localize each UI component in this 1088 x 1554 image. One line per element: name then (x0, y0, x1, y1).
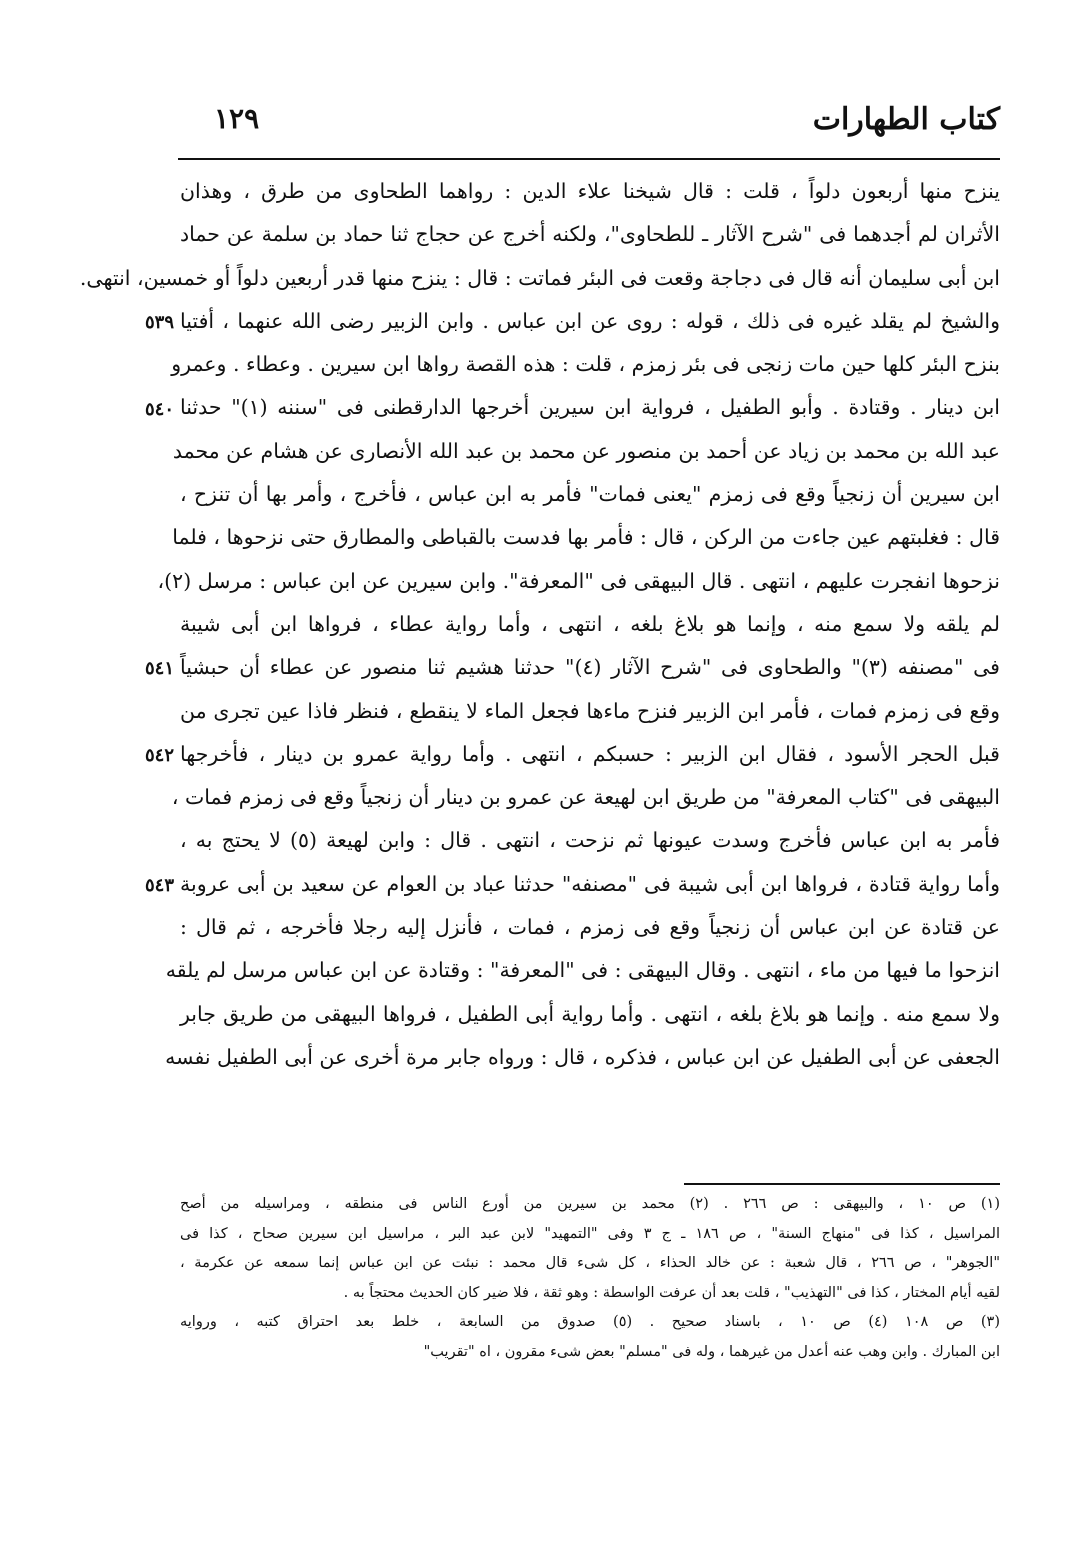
text-line: لم يلقه ولا سمع منه ، وإنما هو بلاغ بلغه ، انتهى ، وأما رواية عطاء ، فرواها ابن أبى شيبة (180, 611, 1000, 636)
text-line: ولا سمع منه . وإنما هو بلاغ بلغه ، انتهى . وأما رواية أبى الطفيل ، فرواها البيهقى من طريق جابر (180, 1001, 1000, 1026)
text-line: الجعفى عن أبى الطفيل عن ابن عباس ، فذكره ، قال : ورواه جابر مرة أخرى عن أبى الطفيل نفسه (165, 1044, 1000, 1069)
text-line: البيهقى فى "كتاب المعرفة" من طريق ابن لهيعة عن عمرو بن دينار أن زنجياً وقع فى زمزم فمات ، (171, 785, 1000, 810)
text-line: قال : فغلبتهم عين جاءت من الركن ، قال : فأمر بها فدست بالقباطى والمطارق حتى نزحوها ، فلما (172, 525, 1000, 550)
footnote-line: (١) ص ١٠ ، والبيهقى : ص ٢٦٦ . (٢) محمد بن سيرين من أورع الناس فى منطقه ، ومراسيله من أصح (180, 1196, 1001, 1212)
text-line: ابن أبى سليمان أنه قال فى دجاجة وقعت فى البئر فماتت : قال : ينزح منها قدر أربعين دلواً أو خمسين، انتهى. (79, 265, 1000, 290)
header-divider (178, 158, 1000, 160)
footnote-line: لقيه أيام المختار ، كذا فى "التهذيب" ، قلت بعد أن عرفت الواسطة : وهو ثقة ، فلا ضير كان الحديث محتجاً به . (343, 1284, 1000, 1301)
text-line: ابن سيرين أن زنجياً وقع فى زمزم "يعنى فمات" فأمر به ابن عباس ، فأخرج ، وأمر بها أن تنزح ، (180, 482, 1000, 507)
page-number: ١٢٩ (214, 102, 260, 135)
hadith-number: ٥٤٣ (144, 874, 174, 896)
footnotes (180, 1190, 1000, 1367)
footnote-line: المراسيل ، كذا فى "منهاج السنة" ، ص ١٨٦ ـ ج ٣ وفى "التمهيد" لابن عبد البر ، مراسيل ابن سيرين صحاح ، كذا فى (180, 1225, 1000, 1242)
hadith-number: ٥٤١ (144, 658, 174, 680)
running-title: كتاب الطهارات (812, 102, 1000, 137)
text-line: بنزح البئر كلها حين مات زنجى فى بئر زمزم ، قلت : هذه القصة رواها ابن سيرين . وعطاء . وعمرو (171, 352, 1000, 377)
text-line: فأمر به ابن عباس فأخرج وسدت عيونها ثم نزحت ، انتهى . قال : وابن لهيعة (٥) لا يحتج به ، (180, 828, 1000, 853)
text-line: وقع فى زمزم فمات ، فأمر ابن الزبير فنزح ماءها فجعل الماء لا ينقطع ، فنظر فاذا عين تجرى من (180, 698, 1000, 723)
hadith-number: ٥٤٠ (144, 398, 174, 420)
footnote-divider (684, 1183, 1000, 1185)
text-line: وأما رواية قتادة ، فرواها ابن أبى شيبة فى "مصنفه" حدثنا عباد بن العوام عن سعيد بن أبى عروبة (180, 871, 1000, 896)
text-line: ابن دينار . وقتادة . وأبو الطفيل ، فرواية ابن سيرين أخرجها الدارقطنى فى "سننه (١)" حدثنا (180, 395, 1000, 420)
text-line: نزحوها انفجرت عليهم ، انتهى . قال البيهقى فى "المعرفة". وابن سيرين عن ابن عباس : مرسل (٢)، (157, 568, 1000, 593)
footnote-line: ابن المبارك . وابن وهب عنه أعدل من غيرهما ، وله فى "مسلم" بعض شىء مقرون ، اه "تقريب" (423, 1343, 1000, 1360)
text-line: انزحوا ما فيها من ماء ، انتهى . وقال البيهقى : فى "المعرفة" : وقتادة عن ابن عباس مرسل لم يلقه (165, 958, 1000, 983)
text-line: عن قتادة عن ابن عباس أن زنجياً وقع فى زمزم ، فمات ، فأنزل إليه رجلا فأخرجه ، ثم قال : (180, 915, 1000, 940)
hadith-number: ٥٣٩ (144, 311, 174, 333)
hadith-number: ٥٤٢ (144, 744, 174, 766)
text-line: والشيخ لم يقلد غيره فى ذلك ، قوله : روى عن ابن عباس . وابن الزبير رضى الله عنهما ، أفتيا (180, 308, 1000, 333)
footnote-line: (٣) ص ١٠٨ (٤) ص ١٠ ، باسناد صحيح . (٥) صدوق من السابعة ، خلط بعد احتراق كتبه ، وروايه (180, 1314, 1001, 1330)
text-line: ينزح منها أربعون دلواً ، قلت : قال شيخنا علاء الدين : رواهما الطحاوى من طرق ، وهذان (180, 179, 1000, 203)
text-line: عبد الله بن محمد بن زياد عن أحمد بن منصور عن محمد بن عبد الله الأنصارى عن هشام عن محمد (172, 438, 1000, 463)
footnote-line: "الجوهر" ، ص ٢٦٦ ، قال شعبة : عن خالد الحذاء ، كل شىء قال محمد : نبئت عن ابن عباس إنما سمعه عن عكرمة ، (180, 1255, 1000, 1271)
text-line: قبل الحجر الأسود ، فقال ابن الزبير : حسبكم ، انتهى . وأما رواية عمرو بن دينار ، فأخرجها (180, 741, 1000, 766)
page-header (180, 102, 1000, 148)
text-line: الأثران لم أجدهما فى "شرح الآثار ـ للطحاوى"، ولكنه أخرج عن حجاج ثنا حماد بن سلمة عن حماد (180, 222, 1000, 247)
text-line: فى "مصنفه (٣)" والطحاوى فى "شرح الآثار (٤)" حدثنا هشيم ثنا منصور عن عطاء أن حبشياً (180, 655, 1000, 680)
